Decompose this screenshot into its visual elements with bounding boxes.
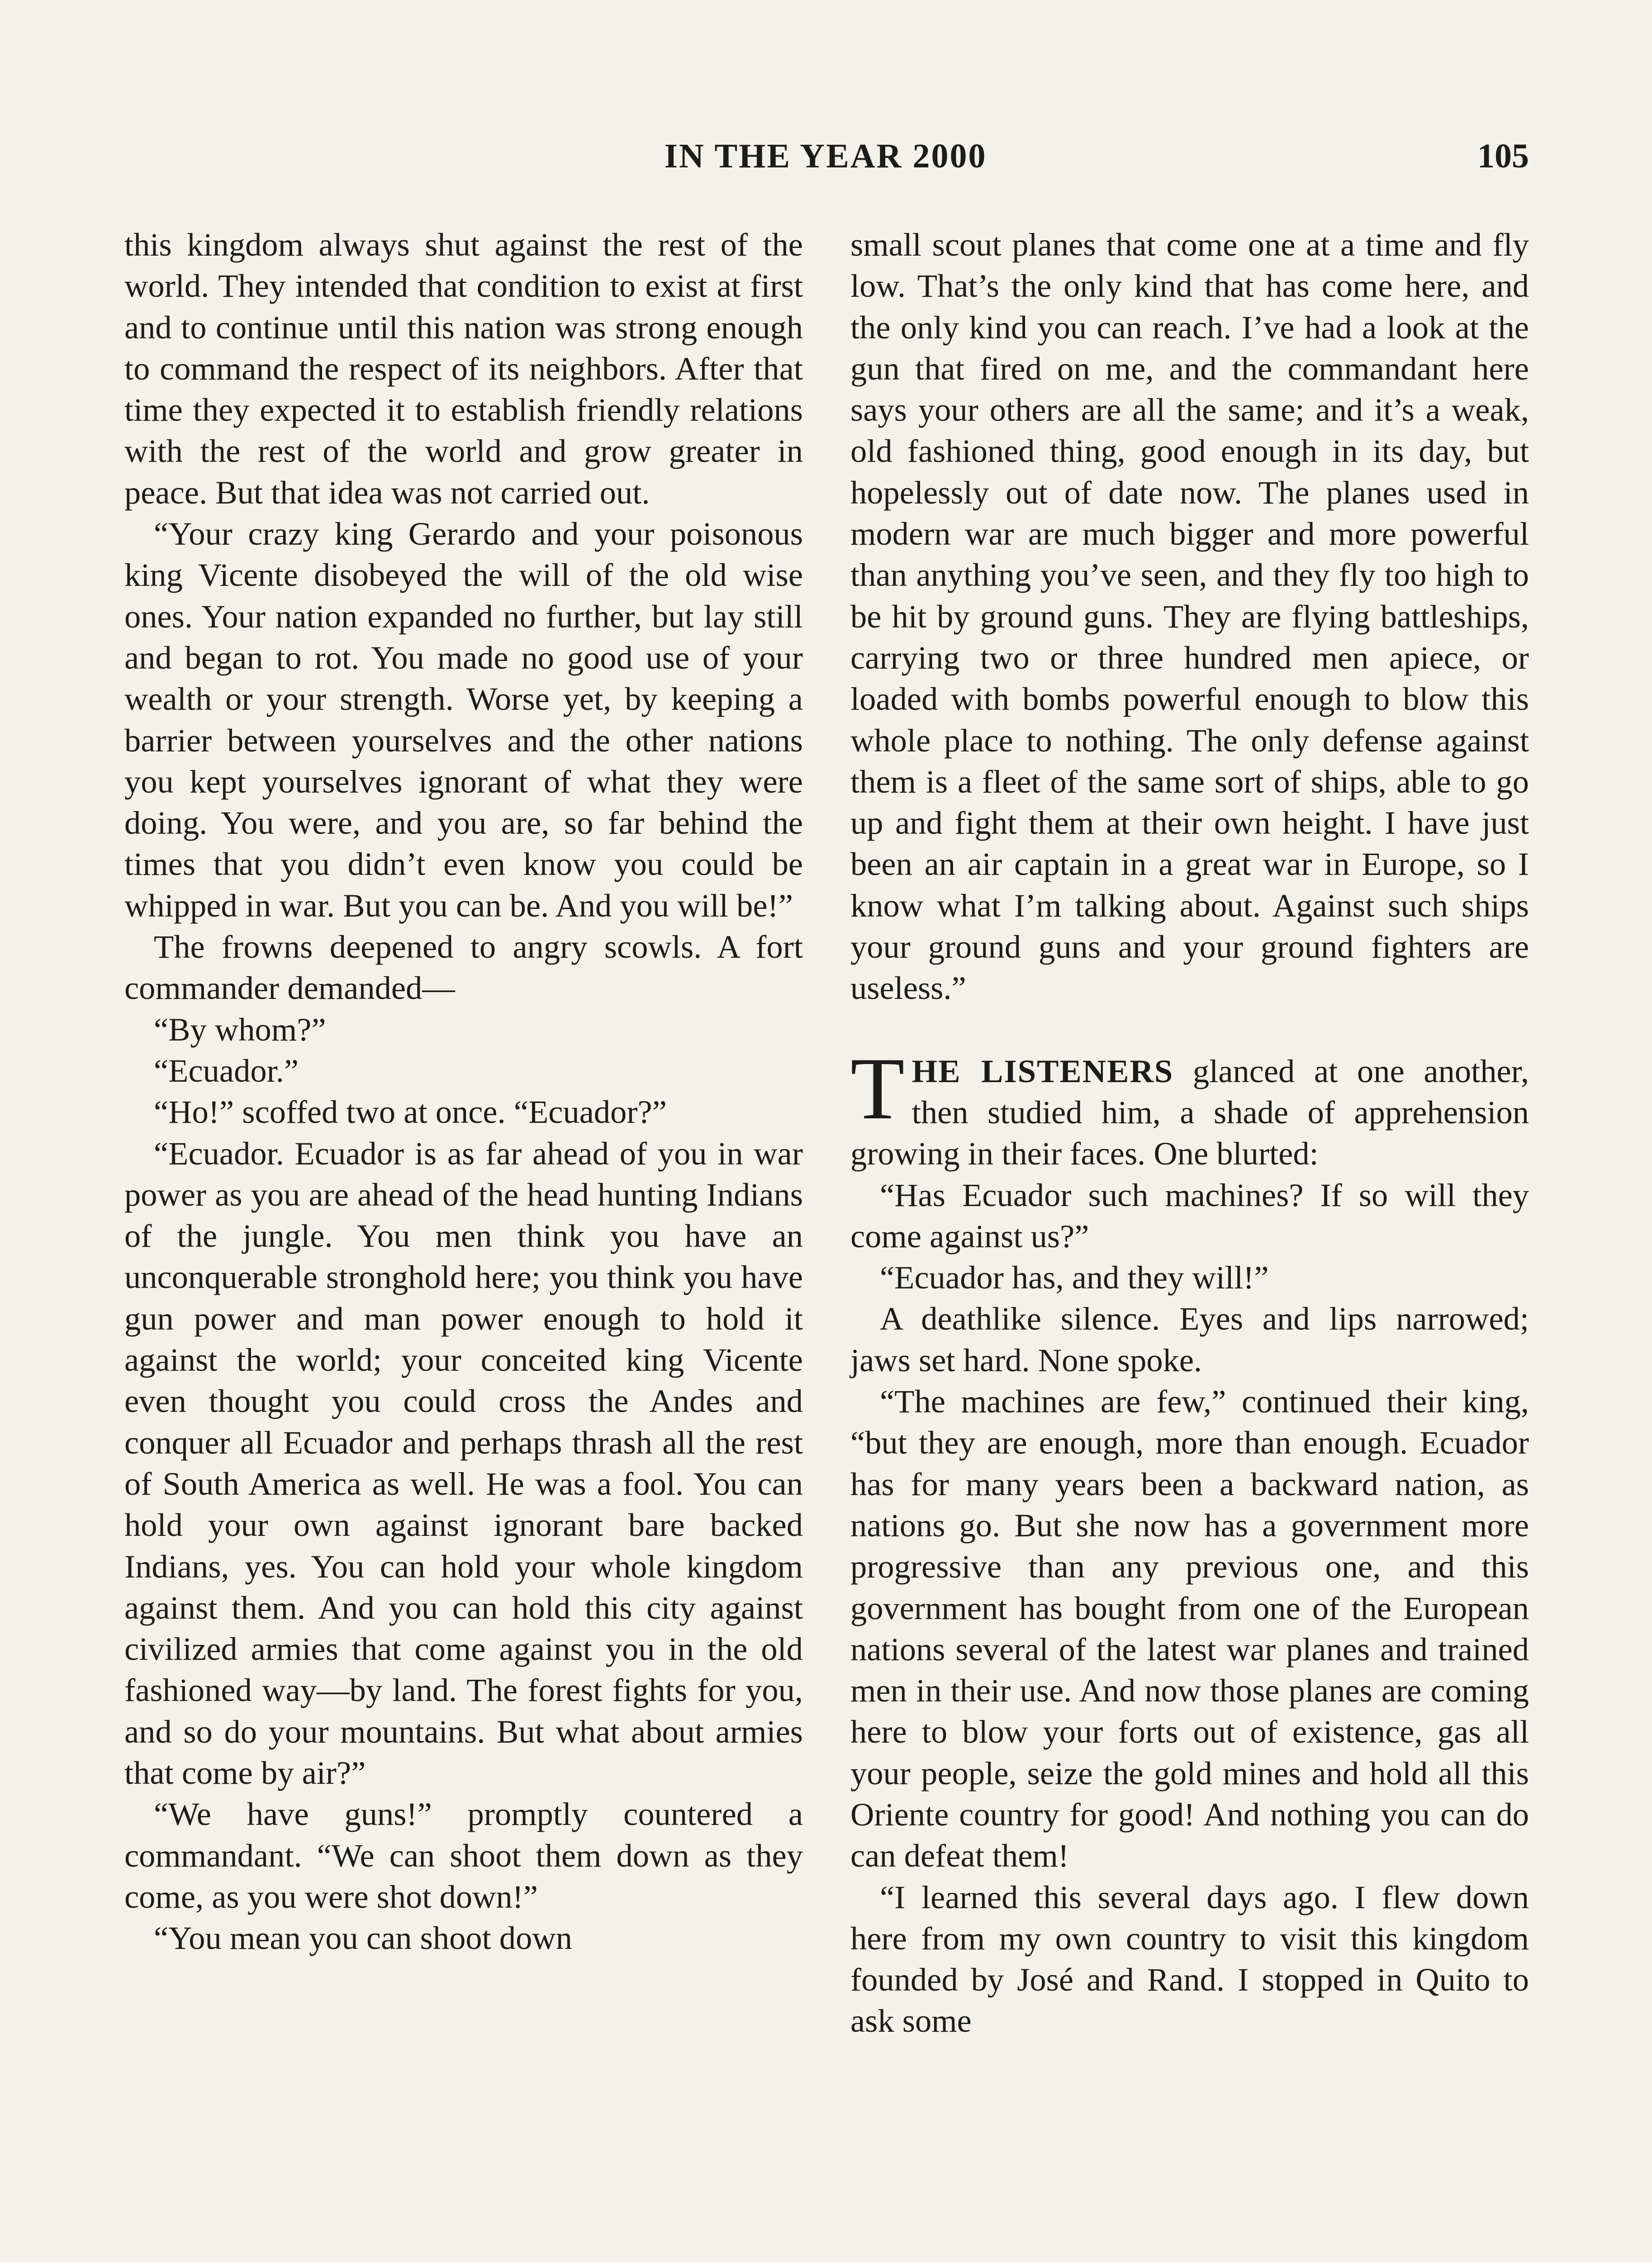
right-column-top — [850, 224, 1529, 1009]
page-number: 105 — [1477, 137, 1529, 175]
section-break-paragraph — [850, 1039, 1529, 1174]
paragraph: The frowns deepened to angry scowls. A fort commander demanded— — [124, 928, 803, 1007]
lead-in: HE LISTENERS — [911, 1052, 1174, 1089]
paragraph: “I learned this several days ago. I flew down here from my own country to visit this kingdom founded by José and Rand. I stopped in Quito to ask some — [850, 1878, 1529, 2039]
drop-cap: T — [850, 1039, 905, 1138]
right-column — [850, 224, 1529, 2042]
paragraph: “The machines are few,” continued their king, “but they are enough, more than enough. Ecuador has for many years been a backward nation, as nations go. But she now has a government more progressive than any previous one, and this government has bought from one of the European nations several of the latest war planes and trained men in their use. And now those planes are coming here to blow your forts out of existence, gas all your people, seize the gold mines and hold all this Oriente country for good! And nothing you can do can defeat them! — [850, 1383, 1529, 1874]
right-column-bottom — [850, 1174, 1529, 2042]
paragraph: A deathlike silence. Eyes and lips narrowed; jaws set hard. None spoke. — [850, 1300, 1529, 1378]
paragraph: “Ho!” scoffed two at once. “Ecuador?” — [154, 1093, 667, 1131]
paragraph: “By whom?” — [154, 1011, 326, 1048]
paragraph: “You mean you can shoot down — [154, 1920, 572, 1957]
running-title: IN THE YEAR 2000 — [664, 137, 987, 175]
paragraph: small scout planes that come one at a time and fly low. That’s the only kind that has come here, and the only kind you can reach. I’ve had a look at the gun that fired on me, and the commandant here says your others are all the same; and it’s a weak, old fashioned thing, good enough in its day, but hopelessly out of date now. The planes used in modern war are much bigger and more powerful than anything you’ve seen, and they fly too high to be hit by ground guns. They are flying battleships, carrying two or three hundred men apiece, or loaded with bombs powerful enough to blow this whole place to nothing. The only defense against them is a fleet of the same sort of ships, able to go up and fight them at their own height. I have just been an air captain in a great war in Europe, so I know what I’m talking about. Against such ships your ground guns and your ground fighters are useless.” — [850, 226, 1529, 1007]
paragraph: “Ecuador has, and they will!” — [880, 1259, 1269, 1296]
paragraph: “We have guns!” promptly countered a commandant. “We can shoot them down as they come, as you were shot down!” — [124, 1796, 803, 1915]
section-break-text: glanced at one another, then studied him, a shade of apprehension growing in their faces. One blurted: — [850, 1052, 1529, 1172]
paragraph: “Has Ecuador such machines? If so will they come against us?” — [850, 1176, 1529, 1255]
paragraph: “Ecuador. Ecuador is as far ahead of you in war power as you are ahead of the head hunting Indians of the jungle. You men think you have an unconquerable stronghold here; you think you have gun power and man power enough to hold it against the world; your conceited king Vicente even thought you could cross the Andes and conquer all Ecuador and perhaps thrash all the rest of South America as well. He was a fool. You can hold your own against ignorant bare backed Indians, yes. You can hold your whole kingdom against them. And you can hold this city against civilized armies that come against you in the old fashioned way—by land. The forest fights for you, and so do your mountains. But what about armies that come by air?” — [124, 1135, 803, 1791]
running-head — [122, 131, 1529, 181]
left-column — [124, 224, 803, 1958]
paragraph: this kingdom always shut against the rest of the world. They intended that condition to exist at first and to continue until this nation was strong enough to command the respect of its neighbors. After that time they expected it to establish friendly relations with the rest of the world and grow greater in peace. But that idea was not carried out. — [124, 226, 803, 511]
paragraph: “Your crazy king Gerardo and your poisonous king Vicente disobeyed the will of the old wise ones. Your nation expanded no further, but lay still and began to rot. You made no good use of your wealth or your strength. Worse yet, by keeping a barrier between yourselves and the other nations you kept yourselves ignorant of what they were doing. You were, and you are, so far behind the times that you didn’t even know you could be whipped in war. But you can be. And you will be!” — [124, 515, 803, 924]
paragraph: “Ecuador.” — [154, 1052, 299, 1089]
